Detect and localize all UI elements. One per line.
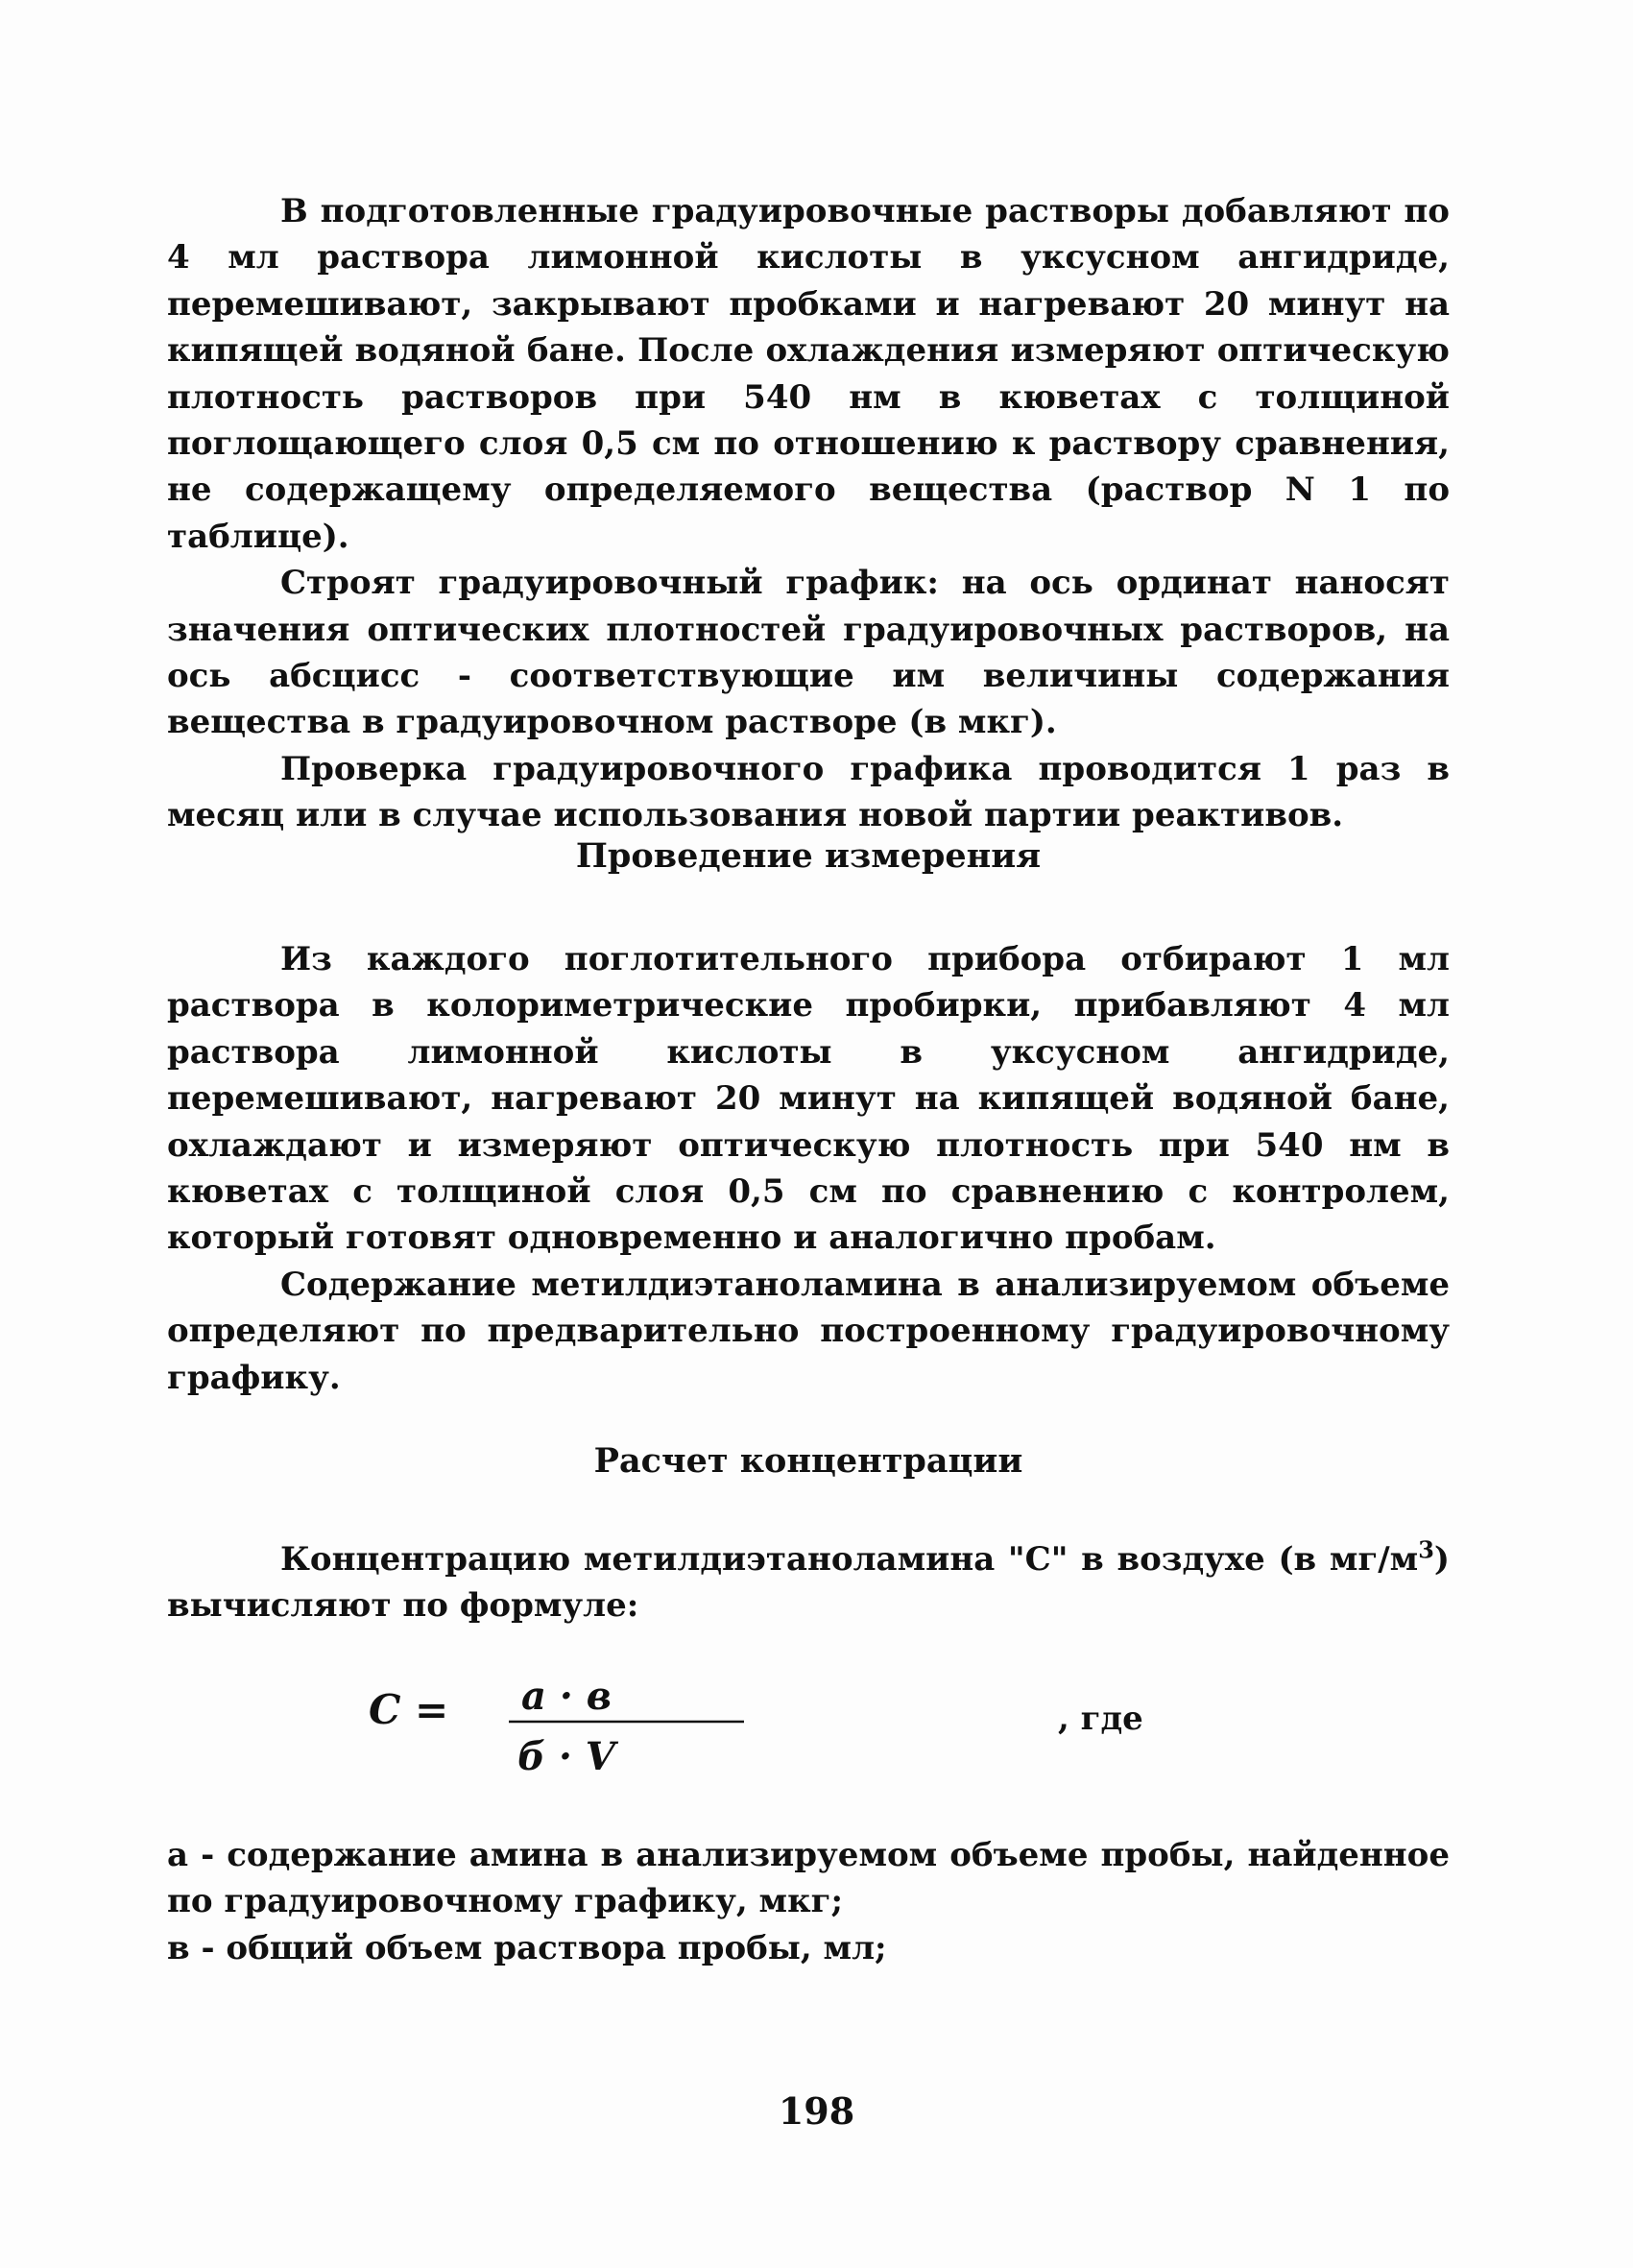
calibration-section [167,188,1450,839]
paragraph-calibration-graph: Строят градуировочный график: на ось ординат наносят значения оптических плотностей градуировочных растворов, на ось абсцисс - соответствующие им величины содержания вещества в градуировочном растворе (в мкг). [167,564,1450,742]
intro-text: Концентрацию метилдиэтаноламина "С" в воздухе (в мг/м [280,1540,1419,1579]
paragraph-graph-check: Проверка градуировочного графика проводится 1 раз в месяц или в случае использования новой партии реактивов. [167,749,1450,835]
measurement-section [167,936,1450,1401]
formula-where-label: , где [1058,1700,1143,1738]
formula-denominator: б · V [517,1734,615,1779]
formula-lhs: C = [369,1686,449,1733]
formula-numerator: а · в [521,1674,612,1719]
heading-measurement: Проведение измерения [575,836,1042,876]
paragraph-measurement-procedure: Из каждого поглотительного прибора отбирают 1 мл раствора в колориметрические пробирки, прибавляют 4 мл раствора лимонной кислоты в уксусном ангидриде, перемешивают, нагревают 20 минут на кипящей водяной бане, охлаждают и измеряют оптическую плотность при 540 нм в кюветах с толщиной слоя 0,5 см по сравнению с контролем, который готовят одновременно и аналогично пробам. [167,940,1450,1258]
definition-a: а - содержание амина в анализируемом объеме пробы, найденное по градуировочному графику, мкг; [167,1836,1450,1921]
paragraph-solutions-prep: В подготовленные градуировочные растворы добавляют по 4 мл раствора лимонной кислоты в уксусном ангидриде, перемешивают, закрывают пробками и нагревают 20 минут на кипящей водяной бане. После охлаждения измеряют оптическую плотность растворов при 540 нм в кюветах с толщиной поглощающего слоя 0,5 см по отношению к раствору сравнения, не содержащему определяемого вещества (раствор N 1 по таблице). [167,192,1450,556]
page-number: 198 [778,2089,855,2133]
heading-calculation: Расчет концентрации [593,1441,1023,1481]
variable-definitions [167,1832,1450,1971]
calculation-intro [167,1536,1450,1629]
cubic-superscript: 3 [1418,1535,1434,1564]
paragraph-content-determination: Содержание метилдиэтаноламина в анализируемом объеме определяют по предварительно построенному градуировочному графику. [167,1265,1450,1397]
intro-text-end: ) вычисляют по формуле: [167,1540,1450,1626]
definition-v: в - общий объем раствора пробы, мл; [167,1928,887,1967]
